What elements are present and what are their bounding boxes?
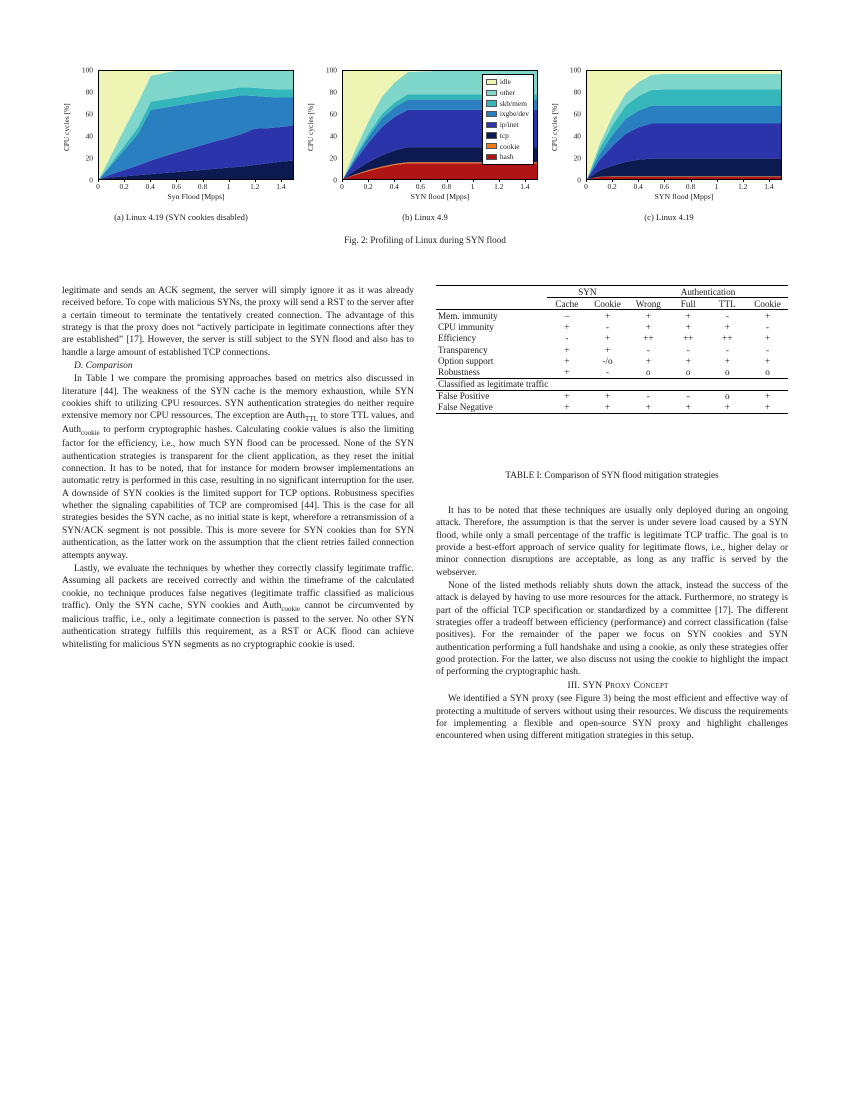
subfigure-a	[62, 60, 300, 222]
subfigure-caption-c: (c) Linux 4.19	[644, 212, 694, 222]
lp2-b: to store TTL values, and Auth	[62, 411, 414, 436]
y-tick-label: 0	[89, 175, 93, 185]
table-cell-value: +	[564, 366, 570, 377]
x-tick-label: 1	[470, 182, 475, 191]
table-cell-value: +	[724, 402, 730, 413]
legend-item	[486, 77, 529, 87]
plot-a	[62, 60, 300, 201]
table-column-header: Wrong	[635, 298, 661, 309]
x-tick-label: 0	[584, 182, 588, 191]
table-cell-value: -	[725, 344, 729, 355]
right-paragraph-2: None of the listed methods reliably shuts down the attack, instead the success of the attack is delayed by having to use more resources for the attack. Furthermore, no strategy is part of the official TCP specification or standardized by a committee [17]. The different strategies offer a tradeoff between efficiency (performance) and correct classification (false positives). For the remainder of the paper we focus on SYN cookies and SYN authentication performing a full handshake and using a cookie, as only these strategies offer good protection. For the latter, we also discuss not using the cookie to highlight the impact of performing the cryptographic hash.	[436, 581, 788, 678]
table-cell-value: +	[764, 402, 771, 413]
lp3-sub-cookie: cookie	[281, 604, 301, 613]
table-cell-value: +	[645, 355, 651, 366]
table-cell-value: +	[604, 344, 611, 355]
right-paragraph-1: It has to be noted that these techniques are usually only deployed during an ongoing attack. Therefore, the assumption is that the server is under severe load caused by a SYN flood, while only a small percentage of the traffic is legitimate TCP traffic. The goal is to provide a best-effort approach of service quality for legitimate flows, i.e., higher delay or minor connection disruptions are acceptable, as long as any traffic is served by the webserver.	[436, 506, 788, 578]
area-chart-c	[587, 71, 781, 179]
subfigure-caption-b: (b) Linux 4.9	[402, 212, 448, 222]
y-tick-label: 100	[325, 65, 337, 75]
table-cell-value: +	[645, 322, 651, 333]
lp2-sub-cookie: cookie	[81, 429, 100, 438]
table-row	[436, 366, 788, 378]
table-bottom-rule	[436, 414, 788, 415]
x-axis-label-c: SYN flood [Mpps]	[654, 192, 714, 201]
x-tick-label: 1.4	[276, 182, 286, 191]
table-row	[436, 333, 788, 344]
left-column	[62, 285, 414, 651]
left-paragraph-2	[62, 373, 414, 561]
comparison-table	[436, 285, 788, 414]
lp3-b: cannot be circumvented by malicious traffic, i.e., only a legitimate connection is passed to the server. No other SYN authentication strategy fulfills this requirement, as a RST or ACK flood can achieve whitelisting for malicious SYN segments as no cryptographic cookie is used.	[62, 600, 414, 650]
y-tick-label: 20	[329, 153, 337, 163]
table-column-header: TTL	[718, 298, 736, 309]
table-cell-value: ++	[643, 333, 654, 344]
table-bottom-rule-cell	[436, 414, 788, 415]
table-cell-value: +	[669, 310, 708, 322]
table-1-wrapper	[436, 285, 788, 414]
legend-item	[486, 120, 529, 130]
table-cell-value: -	[628, 390, 669, 402]
x-tick-label: 1.2	[738, 182, 748, 191]
left-paragraph-3	[62, 563, 414, 651]
legend-item	[486, 88, 529, 98]
table-column-header: Cookie	[594, 298, 621, 309]
legend-swatch	[486, 100, 497, 106]
figure-caption: Fig. 2: Profiling of Linux during SYN flood	[344, 235, 506, 245]
x-tick-label: 0	[340, 182, 344, 191]
table-row-label: Option support	[438, 355, 494, 366]
table-cell-value: +	[645, 402, 651, 413]
lp3-a: Lastly, we evaluate the techniques by whether they correctly classify legitimate traffic. Assuming all packets are received correctly and within the timeframe of the calculated cookie, no technique produces false negatives (legitimate traffic classified as malicious traffic). Only the SYN cache, SYN cookies and Auth	[62, 563, 414, 611]
table-cell-value: +	[685, 355, 691, 366]
table-row-label: Efficiency	[438, 333, 477, 344]
legend-label: tcp	[499, 130, 509, 140]
table-row-label: Mem. immunity	[436, 310, 547, 322]
y-tick-label: 20	[573, 153, 581, 163]
table-cell-value: o	[646, 366, 651, 377]
legend-swatch	[486, 90, 497, 96]
y-tick-label: 60	[329, 109, 337, 119]
table-cell-value: o	[708, 390, 747, 402]
y-tick-label: 100	[81, 65, 93, 75]
area-chart-a	[99, 71, 293, 179]
x-tick-label: 0.2	[363, 182, 373, 191]
table-row-label: CPU immunity	[438, 322, 494, 333]
y-axis-label-b: CPU cycles [%]	[307, 103, 315, 151]
plot-area-a	[98, 70, 294, 180]
table-row-label: False Positive	[436, 390, 547, 402]
table-cell-value: +	[564, 355, 570, 366]
subfigure-b	[306, 60, 544, 222]
y-axis-ticks-b	[318, 65, 340, 185]
x-axis-label-a: Syn Flood [Mpps]	[167, 192, 225, 201]
table-cell-value: +	[564, 322, 570, 333]
y-tick-label: 20	[85, 153, 93, 163]
table-cell-value: +	[564, 344, 570, 355]
x-tick-label: 0.4	[633, 182, 643, 191]
figure-2	[62, 60, 788, 222]
table-cell-value: +	[604, 402, 611, 413]
legend-label: cookie	[499, 141, 520, 151]
table-cell-value: +	[747, 390, 788, 402]
y-axis-ticks-a	[74, 65, 96, 185]
plot-c	[550, 60, 788, 201]
table-cell-value: o	[765, 366, 770, 377]
x-tick-label: 1.2	[494, 182, 504, 191]
y-tick-label: 40	[573, 131, 581, 141]
right-paragraph-3: We identified a SYN proxy (see Figure 3) being the most efficient and effective way of protecting a multitude of servers without using their resources. We discuss the requirements for implementing a flexible and open-source SYN proxy and highlight challenges encountered when using different mitigation strategies in this setup.	[436, 694, 788, 742]
table-group-header: SYN	[547, 286, 628, 298]
table-column-header: Cache	[555, 298, 579, 309]
x-tick-label: 0.2	[119, 182, 129, 191]
x-tick-label: 0	[96, 182, 100, 191]
table-row-label: Transparency	[438, 344, 488, 355]
x-tick-label: 1	[714, 182, 719, 191]
table-cell-value: +	[764, 355, 771, 366]
table-group-header: Authentication	[628, 286, 788, 298]
table-cell-value: +	[747, 310, 788, 322]
legend-swatch	[486, 79, 497, 85]
table-cell-value: -	[565, 333, 569, 344]
section-heading-syn-proxy-concept: III. SYN Proxy Concept	[567, 680, 669, 691]
y-tick-label: 80	[85, 87, 93, 97]
left-paragraph-1: legitimate and sends an ACK segment, the server will simply ignore it as it was already received before. To cope with malicious SYNs, the proxy will send a RST to the server after a certain timeout to terminate the tentatively created connection. The advantage of this strategy is that the proxy does not “actively participate in legitimate connections after they are established” [17]. However, the server is still subject to the SYN flood and also has to handle a large amount of established TCP connections.	[62, 286, 414, 358]
legend-item	[486, 141, 529, 151]
table-row	[436, 344, 788, 355]
table-cell-value: +	[604, 333, 611, 344]
y-tick-label: 40	[85, 131, 93, 141]
table-cell-value: +	[764, 333, 771, 344]
table-cell-value: -	[708, 310, 747, 322]
table-cell-value: -	[605, 366, 610, 377]
x-tick-label: 0.8	[441, 182, 452, 191]
chart-legend	[482, 74, 534, 165]
x-tick-label: 1.4	[764, 182, 774, 191]
table-caption: TABLE I: Comparison of SYN flood mitigation strategies	[505, 470, 719, 480]
y-axis-label-c: CPU cycles [%]	[551, 103, 559, 151]
table-body	[436, 286, 788, 415]
table-cell-value: +	[628, 310, 669, 322]
legend-label: hash	[499, 152, 514, 162]
legend-item	[486, 109, 529, 119]
x-tick-label: 0.6	[171, 182, 182, 191]
legend-label: skb/mem	[499, 98, 527, 108]
table-row	[436, 310, 788, 322]
y-tick-label: 100	[569, 65, 581, 75]
x-tick-label: 0.4	[389, 182, 399, 191]
table-section-row	[436, 378, 788, 390]
x-tick-label: 0.2	[607, 182, 617, 191]
table-row-label: False Negative	[438, 402, 493, 413]
x-tick-label: 0.8	[685, 182, 696, 191]
table-row	[436, 402, 788, 414]
legend-swatch	[486, 154, 497, 160]
subfigure-caption-a: (a) Linux 4.19 (SYN cookies disabled)	[114, 212, 248, 222]
legend-item	[486, 130, 529, 140]
x-tick-label: 1	[226, 182, 231, 191]
plot-area-c	[586, 70, 782, 180]
table-corner-cell	[436, 298, 547, 310]
y-axis-ticks-c	[562, 65, 584, 185]
legend-label: other	[499, 88, 516, 98]
table-group-header-row	[436, 286, 788, 298]
table-row	[436, 322, 788, 333]
y-tick-label: 60	[573, 109, 581, 119]
table-column-header: Full	[680, 298, 696, 309]
lp2-sub-ttl: TTL	[305, 415, 318, 424]
x-tick-label: 1.4	[520, 182, 530, 191]
table-cell-value: +	[564, 402, 570, 413]
table-cell-value: +	[724, 322, 730, 333]
subfigure-c	[550, 60, 788, 222]
y-tick-label: 0	[577, 175, 581, 185]
table-row	[436, 355, 788, 366]
y-tick-label: 0	[333, 175, 337, 185]
y-tick-label: 40	[329, 131, 337, 141]
right-column	[436, 505, 788, 743]
subsection-heading-comparison: D. Comparison	[74, 361, 133, 372]
table-cell-value: -	[765, 322, 770, 333]
y-tick-label: 60	[85, 109, 93, 119]
legend-item	[486, 98, 529, 108]
x-tick-label: 0.8	[197, 182, 208, 191]
table-row	[436, 390, 788, 402]
y-axis-label-a: CPU cycles [%]	[63, 103, 71, 151]
table-column-header: Cookie	[754, 298, 781, 309]
lp2-c: to perform cryptographic hashes. Calculating cookie values is also the limiting factor for the efficiency, i.e., how much SYN flood can be processed. None of the SYN authentication strategies is transparent for the client application, as they reset the initial connection. It has to be noted, that for instance for modern browser implementations an automatic retry is performed in this case, resulting in no significant interruption for the user. A downside of SYN cookies is the limited support for TCP options. Robustness specifies whether the signaling capabilities of TCP are compromised [44]. This is the case for all strategies besides the SYN cache, as no initial state is kept, wherefore a retransmission of a SYN/ACK segment is not possible. This is more severe for SYN cookies than for SYN authentication, as the latter work on the assumption that the client retries failed connection attempts anyway.	[62, 425, 414, 561]
legend-swatch	[486, 132, 497, 138]
table-cell-value: -	[686, 344, 690, 355]
x-axis-label-b: SYN flood [Mpps]	[410, 192, 470, 201]
legend-label: idle	[499, 77, 511, 87]
table-cell-value: –	[547, 310, 587, 322]
table-column-header-row	[436, 298, 788, 310]
table-row-label: Robustness	[438, 366, 480, 377]
legend-label: ixgbe/dev	[499, 109, 529, 119]
table-cell-value: ++	[722, 333, 733, 344]
table-cell-value: +	[724, 355, 730, 366]
lp2-a: In Table I we compare the promising approaches based on metrics also discussed in literature [44]. The weakness of the SYN cache is the memory exhaustion, while SYN cookies shift to utilizing CPU resources. SYN authentication strategies do neither require extensive memory nor CPU ressources. The exception are Auth	[62, 374, 414, 422]
table-cell-value: -	[669, 390, 708, 402]
table-cell-value: -	[646, 344, 650, 355]
table-cell-value: o	[685, 366, 691, 377]
x-tick-label: 0.6	[415, 182, 426, 191]
table-corner-cell	[436, 286, 547, 298]
table-section-label: Classified as legitimate traffic	[436, 378, 788, 390]
plot-area-b	[342, 70, 538, 180]
table-cell-value: -/o	[602, 355, 613, 366]
y-tick-label: 80	[329, 87, 337, 97]
table-cell-value: -	[765, 344, 770, 355]
legend-swatch	[486, 111, 497, 117]
table-cell-value: -	[605, 322, 610, 333]
table-cell-value: +	[587, 390, 628, 402]
x-tick-label: 1.2	[250, 182, 260, 191]
y-tick-label: 80	[573, 87, 581, 97]
table-cell-value: o	[725, 366, 730, 377]
legend-label: ip/inet	[499, 120, 519, 130]
plot-b	[306, 60, 544, 201]
table-cell-value: +	[547, 390, 587, 402]
x-tick-label: 0.6	[659, 182, 670, 191]
legend-swatch	[486, 122, 497, 128]
table-cell-value: +	[685, 322, 691, 333]
table-cell-value: +	[685, 402, 691, 413]
table-cell-value: +	[587, 310, 628, 322]
table-cell-value: ++	[683, 333, 694, 344]
legend-swatch	[486, 143, 497, 149]
x-tick-label: 0.4	[145, 182, 155, 191]
legend-item	[486, 152, 529, 162]
area-band-hash	[587, 177, 781, 179]
